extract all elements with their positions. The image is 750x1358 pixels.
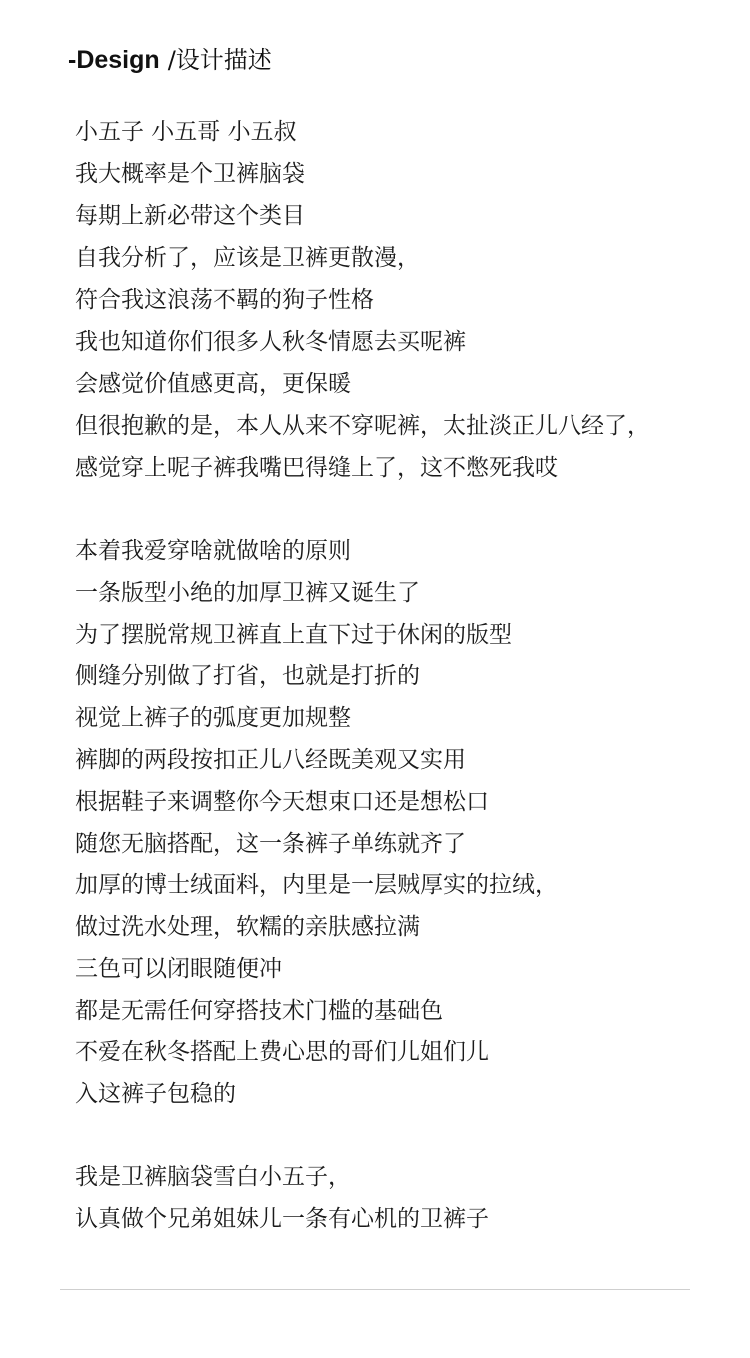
text-line: 视觉上裤子的弧度更加规整 [75, 705, 351, 731]
text-line: 一条版型小绝的加厚卫裤又诞生了 [75, 580, 420, 606]
heading-english: -Design [68, 46, 160, 74]
text-line: 每期上新必带这个类目 [75, 203, 305, 229]
text-line: 但很抱歉的是，本人从来不穿呢裤，太扯淡正儿八经了， [75, 413, 650, 439]
text-line: 做过洗水处理，软糯的亲肤感拉满 [75, 914, 420, 940]
text-line: 不爱在秋冬搭配上费心思的哥们儿姐们儿 [75, 1039, 489, 1065]
text-line: 我是卫裤脑袋雪白小五子， [75, 1164, 351, 1190]
text-line: 小五子 小五哥 小五叔 [75, 119, 297, 145]
text-line: 加厚的博士绒面料，内里是一层贼厚实的拉绒， [75, 872, 558, 898]
text-line: 裤脚的两段按扣正儿八经既美观又实用 [75, 747, 466, 773]
text-line: 我也知道你们很多人秋冬情愿去买呢裤 [75, 329, 466, 355]
text-line: 自我分析了，应该是卫裤更散漫， [75, 245, 420, 271]
text-line: 入这裤子包稳的 [75, 1081, 236, 1107]
heading-chinese: /设计描述 [167, 46, 272, 74]
text-line: 感觉穿上呢子裤我嘴巴得缝上了，这不憋死我哎 [75, 455, 558, 481]
text-line: 随您无脑搭配，这一条裤子单练就齐了 [75, 831, 466, 857]
section-heading [68, 40, 272, 76]
text-line: 侧缝分别做了打省，也就是打折的 [75, 663, 420, 689]
text-line: 认真做个兄弟姐妹儿一条有心机的卫裤子 [75, 1206, 489, 1232]
text-line: 会感觉价值感更高，更保暖 [75, 371, 351, 397]
text-line: 符合我这浪荡不羁的狗子性格 [75, 287, 374, 313]
text-line: 三色可以闭眼随便冲 [75, 956, 282, 982]
text-line: 根据鞋子来调整你今天想束口还是想松口 [75, 789, 489, 815]
text-line: 我大概率是个卫裤脑袋 [75, 161, 305, 187]
text-line: 本着我爱穿啥就做啥的原则 [75, 538, 351, 564]
divider-line [60, 1289, 690, 1290]
text-line: 为了摆脱常规卫裤直上直下过于休闲的版型 [75, 622, 512, 648]
text-line: 都是无需任何穿搭技术门槛的基础色 [75, 998, 443, 1024]
